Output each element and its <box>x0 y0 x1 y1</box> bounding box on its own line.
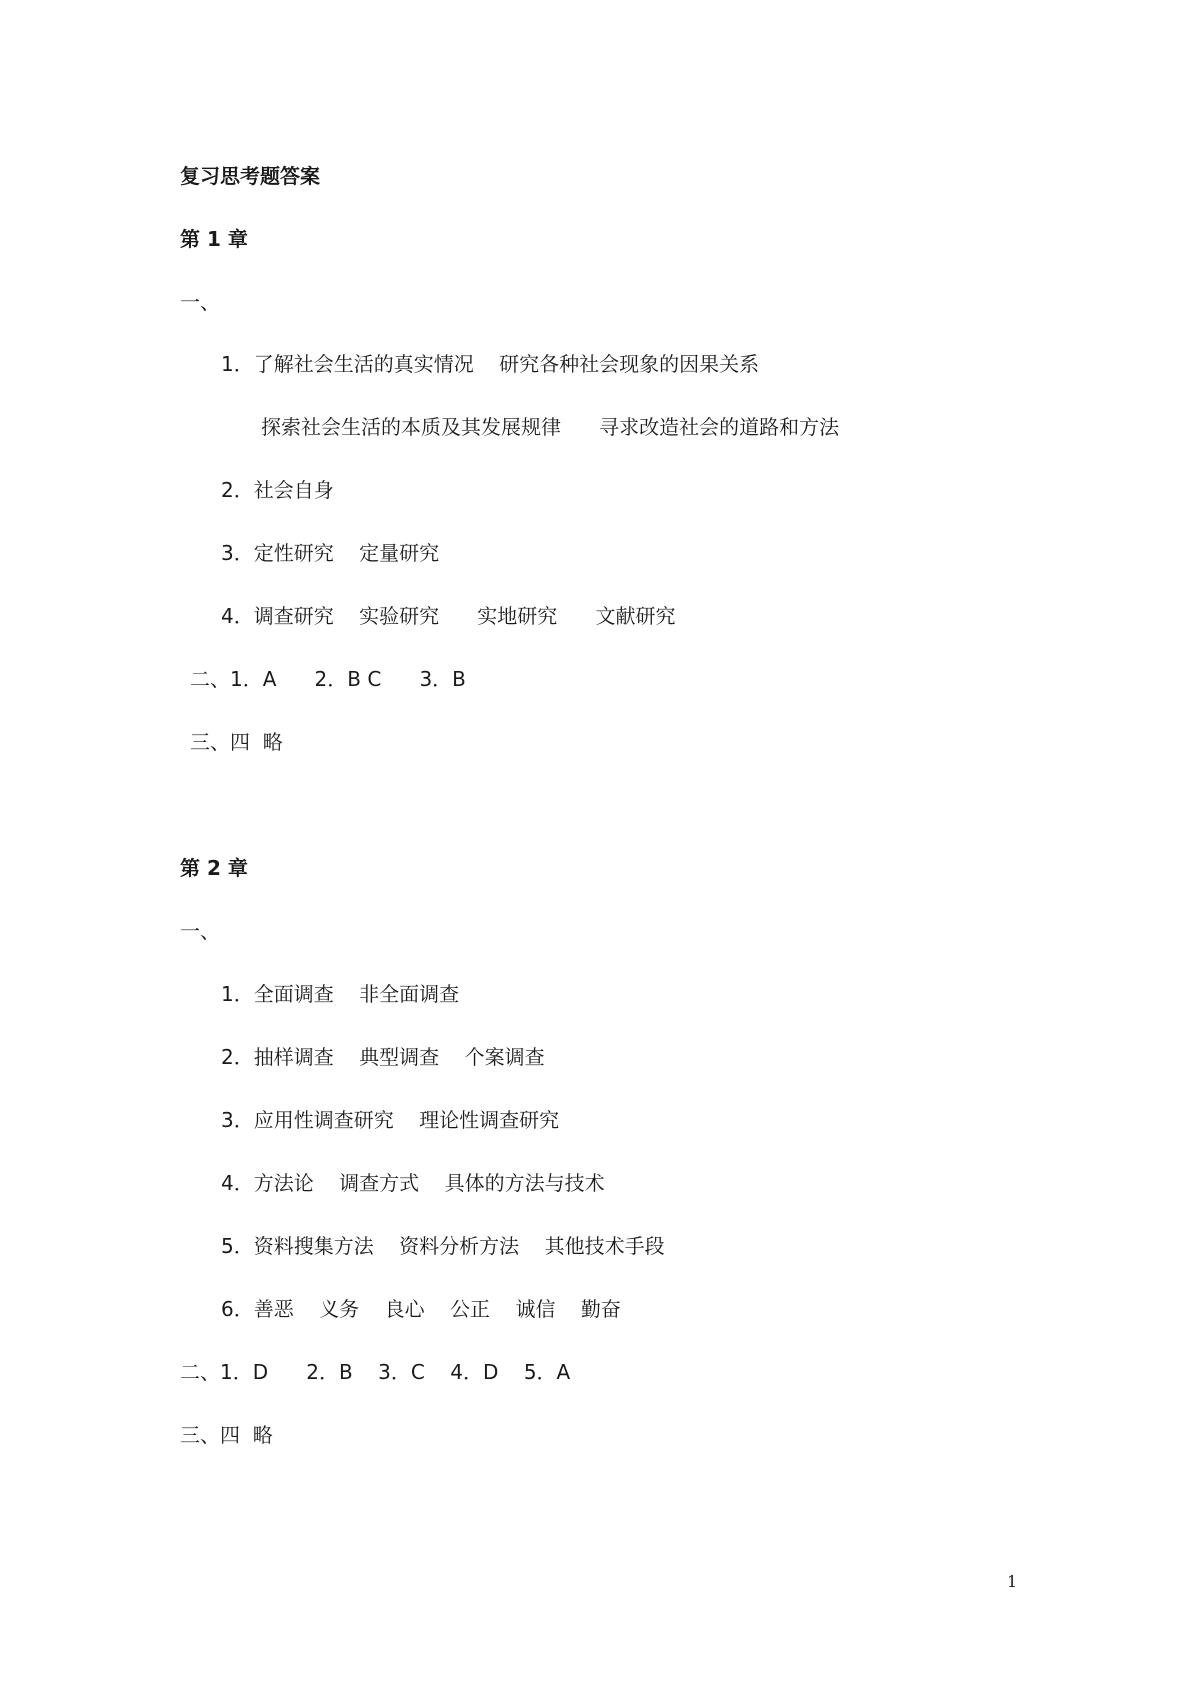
chapter-2-section-2-answers: 二、1．D 2．B 3．C 4．D 5．A <box>180 1360 571 1384</box>
chapter-2-item-5: 5．资料搜集方法 资料分析方法 其他技术手段 <box>221 1234 665 1258</box>
chapter-2-item-6: 6．善恶 义务 良心 公正 诚信 勤奋 <box>221 1297 621 1321</box>
chapter-2-section-3-note: 三、四 略 <box>180 1423 273 1447</box>
chapter-1-heading: 第 1 章 <box>180 227 248 251</box>
chapter-2-section-1-label: 一、 <box>180 919 220 943</box>
chapter-1-item-4: 4．调查研究 实验研究 实地研究 文献研究 <box>221 604 676 628</box>
chapter-2-item-2: 2．抽样调查 典型调查 个案调查 <box>221 1045 545 1069</box>
chapter-1-section-2-answers: 二、1．A 2．B C 3．B <box>190 667 466 691</box>
chapter-2-item-4: 4．方法论 调查方式 具体的方法与技术 <box>221 1171 605 1195</box>
page-number: 1 <box>1007 1572 1018 1591</box>
document-title: 复习思考题答案 <box>180 164 320 188</box>
chapter-1-item-1-continued: 探索社会生活的本质及其发展规律 寻求改造社会的道路和方法 <box>261 415 840 439</box>
chapter-1-section-1-label: 一、 <box>180 290 220 314</box>
chapter-1-section-3-note: 三、四 略 <box>190 730 283 754</box>
chapter-1-item-3: 3．定性研究 定量研究 <box>221 541 440 565</box>
chapter-1-item-2: 2．社会自身 <box>221 478 334 502</box>
chapter-2-item-3: 3．应用性调查研究 理论性调查研究 <box>221 1108 560 1132</box>
chapter-1-item-1: 1．了解社会生活的真实情况 研究各种社会现象的因果关系 <box>221 352 760 376</box>
chapter-2-heading: 第 2 章 <box>180 856 248 880</box>
chapter-2-item-1: 1．全面调查 非全面调查 <box>221 982 460 1006</box>
